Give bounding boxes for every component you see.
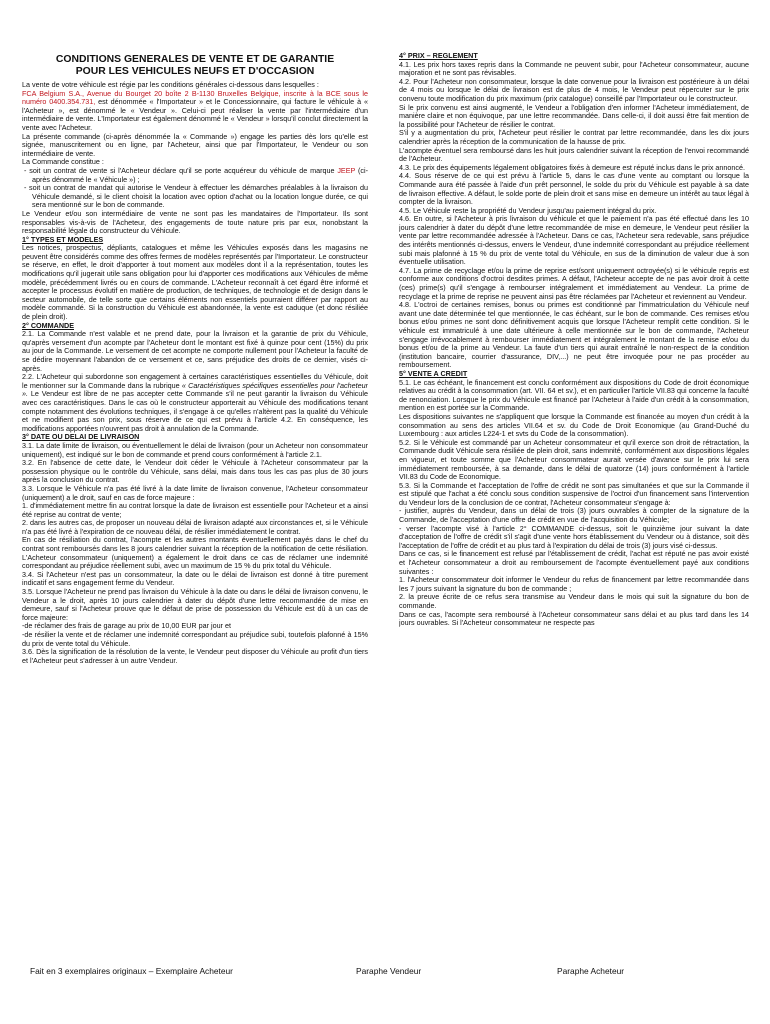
clause-2-2-italic: « Caractéristiques spécifiques essentielles pour l'acheteur ».: [22, 380, 368, 399]
constitue-label: La Commande constitue :: [22, 157, 104, 167]
document-title-line-1: CONDITIONS GENERALES DE VENTE ET DE GARANTIE: [55, 54, 335, 65]
intro-paragraph: La vente de votre véhicule est régie par les conditions générales ci-dessous dans lesquelles :: [22, 80, 319, 89]
clause-5-3-refus: Dans ce cas, si le financement est refusé par l'établissement de crédit, l'achat est réputé ne pas avoir existé et l'Acheteur consommateur a droit au remboursement de l'acompte éventuellement payé aux conditions suivantes :: [399, 549, 749, 576]
clause-5-3-item-2: 2. la preuve écrite de ce refus sera transmise au Vendeur dans le mois qui suit la signature du bon de commande.: [399, 592, 749, 610]
list-item-mandate-contract: - soit un contrat de mandat qui autorise le Vendeur à effectuer les démarches préalables à la livraison du Véhicule demandé, si le client choisit la location avec option d'achat ou la location longue durée, ce qui sera mentionné sur le bon de commande.: [24, 183, 368, 210]
clause-5-1: 5.1. Le cas échéant, le financement est conclu conformément aux dispositions du Code de droit économique relatives au crédit à la consommation (art. VII. 64 et sv.), et en particulier l'article VII.83 qui concerne la faculté de renonciation. Lorsque le prix du Véhicule est financé par l'Acheteur à l'aide d'un crédit à la consommation, mention en est portée sur la Commande.: [399, 377, 749, 413]
clause-5-3-item-1: 1. l'Acheteur consommateur doit informer le Vendeur du refus de financement par lettre recommandée dans les 7 jours suivant la signature du bon de commande ;: [399, 575, 749, 593]
brand-jeep: JEEP: [337, 165, 356, 175]
clause-2-2: [22, 373, 368, 433]
section-1-text: Les notices, prospectus, dépliants, catalogues et même les Véhicules exposés dans les magasins ne peuvent être considérés comme des offres fermes de modèles représentés par l'Importateur. Le constructeur se réserve, en effet, le droit d'apporter à tout moment aux modèles dont il a la représentation, toutes les modifications qu'il jugerait utile sans obligation pour lui d'apporter ces modifications aux Véhicules de même modèle, précédemment livrés ou en cours de commande. L'Acheteur reconnaît à cet égard être informé et accepter le processus évolutif en matière de production, de techniques, de technologie et de design dans le secteur automobile, de telle sorte que certains éléments non essentiels pourraient différer par rapport au modèle commandé. Si la construction du Véhicule est abandonnée, la vente est caduque (et donc résiliée de plein droit).: [22, 243, 368, 322]
clause-2-1: 2.1. La Commande n'est valable et ne prend date, pour la livraison et la garantie de prix du Véhicule, qu'après versement d'un acompte par l'Acheteur dont le montant est fixé à quinze pour cent (15%) du prix au jour de la Commande. Le versement de cet acompte ne comporte nullement pour l'Acheteur la faculté de se dédire moyennant l'abandon de ce versement et ce, sans préjudice des droits de ce dernier, visés ci-après.: [22, 329, 368, 373]
clause-4-4: 4.4. Sous réserve de ce qui est prévu à l'article 5, dans le cas d'une vente au comptant ou lorsque la Commande aura été passée à l'aide d'un prêt personnel, le solde du prix du Véhicule est payable à sa date de livraison effective. A défaut, le solde porte de plein droit et sans mise en demeure un intérêt au taux légal à compter de la livraison.: [399, 171, 749, 207]
clause-4-2-b: Si le prix convenu est ainsi augmenté, le Vendeur a l'obligation d'en informer l'Acheteur immédiatement, de manière claire et non équivoque, par une lettre recommandée. Dans celle-ci, il doit aussi être fait mention de la possibilité pour l'Acheteur de résilier le contrat.: [399, 102, 749, 129]
clause-5-3-remboursement: Dans ce cas, l'acompte sera remboursé à l'Acheteur consommateur sans délai et au plus tard dans les 14 jours ouvrables. Si l'Acheteur consommateur ne respecte pas: [399, 609, 749, 628]
clause-4-5: 4.5. Le Véhicule reste la propriété du Vendeur jusqu'au paiement intégral du prix.: [399, 205, 657, 215]
list-item-text: - soit un contrat de vente si l'Acheteur déclare qu'il se porte acquéreur du véhicule de marque: [24, 165, 338, 175]
list-item-text-end: (ci-après dénommé le « Véhicule ») ;: [32, 165, 368, 184]
fca-paragraph: [22, 90, 368, 133]
fca-paragraph-rest: est dénommée « l'Importateur » et le Concessionnaire, qui facture le véhicule à « l'Acheteur », est dénommé le « Vendeur ». Celui-ci peut réaliser la vente par l'intermédiaire d'un intermédiaire de vente. L'Importateur est également dénommé le « Vendeur » lorsqu'il conclut directement la vente avec l'Acheteur.: [22, 97, 368, 132]
clause-4-2-d: L'acompte éventuel sera remboursé dans les huit jours calendrier suivant la réception de l'envoi recommandé de l'Acheteur.: [399, 145, 749, 164]
clause-4-6: 4.6. En outre, si l'Acheteur à pris livraison du véhicule et que le paiement n'a pas été effectué dans les 10 jours calendrier à dater du dépôt d'une lettre recommandée de mise en demeure, le Vendeur peut résilier la vente par lettre recommandée adressée à l'Acheteur. Dans ce cas, l'Acheteur sera redevable, sans préjudice des intérêts mentionnés ci-dessus, envers le Vendeur, d'une indemnité correspondant au préjudice réellement subi mais plafonné à 15 % du prix de vente total du Véhicule, en sus de la diminution de valeur due à son éventuelle utilisation.: [399, 214, 749, 267]
list-item-sale-contract: [22, 167, 368, 184]
section-heading-vente-credit: 5° VENTE A CREDIT: [399, 368, 468, 378]
clause-3-5-item-a: -de réclamer des frais de garage au prix de 10,00 EUR par jour et: [22, 621, 231, 631]
clause-4-8: 4.8. L'octroi de certaines remises, bonus ou primes est conditionné par l'immatriculation du Véhicule neuf avant une date déterminée tel que mentionnée, le cas échéant, sur le bon de commande. Ces remises et/ou bonus et/ou primes ne sont donc définitivement acquis que lorsque l'Acheteur remplit cette condition. Si le véhicule est immatriculé à une date ultérieure à celle mentionnée sur le bon de commande, l'Acheteur s'engage irrévocablement à rembourser immédiatement et intégralement le montant de la remise et/ou du bonus et/ou de la prime au Vendeur. La faute d'un tiers qui aurait entraîné le non-respect de la condition (institution bancaire, courrier d'assurance, DIV,...) ne peut être invoquée pour ne pas procéder au remboursement.: [399, 300, 749, 370]
section-heading-livraison: 3° DATE OU DELAI DE LIVRAISON: [22, 432, 140, 442]
clause-3-2: 3.2. En l'absence de cette date, le Vendeur doit céder le Véhicule à l'Acheteur consommateur par la possession physique ou le contrôle du Véhicule, sans délai, mais dans tous les cas pas plus de 30 jours après la conclusion du contrat.: [22, 458, 368, 485]
clause-5-3-item-b: - verser l'acompte visé à l'article 2° COMMANDE ci-dessus, soit le quinzième jour suivant la date d'acceptation de l'offre de crédit s'il s'agit d'une vente hors établissement du Vendeur ou à distance, soit dès l'acceptation de l'offre de crédit et au plus tard à l'expiration du délai de trois (3) jours visé ci-dessus.: [399, 523, 749, 550]
fca-company-details: FCA Belgium S.A., Avenue du Bourget 20 boîte 2 B-1130 Bruxelles Belgique, inscrite à la BCE sous le numéro 0400.354.731,: [22, 88, 368, 107]
clause-2-2-text: 2.2. L'Acheteur qui subordonne son engagement à certaines caractéristiques essentielles du Véhicule, doit le mentionner sur la Commande dans la rubrique: [22, 372, 368, 390]
clause-2-2-text-end: Le Vendeur est libre de ne pas accepter cette Commande s'il ne peut garantir la livraison du Véhicule avec ces caractéristiques. Dans le cas où le constructeur apporterait au Véhicule des modifications tenant compte notamment des évolutions techniques, il s'engage à ce qu'elles n'altèrent pas la qualité du Véhicule et ne modifient pas son prix, sous réserve de ce qui est prévu à l'article 4.2. En conséquence, les modifications apportées n'ouvrent pas droit à annulation de la Commande.: [22, 389, 368, 433]
clause-5-3-item-a: - justifier, auprès du Vendeur, dans un délai de trois (3) jours ouvrables à compter de la signature de la Commande, de l'acceptation d'une offre de crédit en vue de l'acquisition du Véhicule;: [399, 506, 749, 525]
footer-paraphe-vendeur: Paraphe Vendeur: [356, 966, 422, 976]
clause-3-3-item-1: 1. d'immédiatement mettre fin au contrat lorsque la date de livraison est essentielle pour l'Acheteur et a ainsi été reprise au contrat de vente;: [22, 501, 368, 519]
right-column: [399, 52, 749, 957]
clause-4-2-c: S'il y a augmentation du prix, l'Acheteur peut résilier le contrat par lettre recommandée, dans les dix jours calendrier après la réception de la communication de la hausse de prix.: [399, 128, 749, 146]
clause-4-3: 4.3. Le prix des équipements légalement obligatoires fixés à demeure est réputé inclus dans le prix annoncé.: [399, 162, 746, 172]
footer-copy-note: Fait en 3 exemplaires originaux – Exemplaire Acheteur: [30, 966, 233, 976]
page-footer: [0, 966, 770, 980]
section-heading-types-modeles: 1° TYPES ET MODELES: [22, 234, 104, 244]
clause-5-3: 5.3. Si la Commande et l'acceptation de l'offre de crédit ne sont pas simultanées et que sur la Commande il est stipulé que l'achat a été conclu sous condition suspensive de l'octroi d'un financement sans l'intervention du Vendeur lors de la conclusion de ce contrat, l'Acheteur consommateur s'engage à:: [399, 480, 749, 507]
clause-4-1: 4.1. Les prix hors taxes repris dans la Commande ne peuvent subir, pour l'Acheteur consommateur, aucune majoration et ne sont pas révisables.: [399, 59, 749, 78]
section-heading-commande: 2° COMMANDE: [22, 320, 74, 330]
section-heading-prix: 4° PRIX – REGLEMENT: [399, 52, 478, 60]
clause-3-5: 3.5. Lorsque l'Acheteur ne prend pas livraison du Véhicule à la date ou dans le délai de livraison convenu, le Vendeur a le droit, après 10 jours calendrier à dater du dépôt d'une lettre recommandée de mise en demeure, sauf si l'Acheteur prouve que le défaut de prise de possession du Véhicule est dû à un cas de force majeure:: [22, 587, 368, 622]
clause-3-4: 3.4. Si l'Acheteur n'est pas un consommateur, la date ou le délai de livraison est donné à titre purement indicatif et sans engagement ferme du Vendeur.: [22, 569, 368, 588]
clause-4-2: 4.2. Pour l'Acheteur non consommateur, lorsque la date convenue pour la livraison est postérieure à un délai de 4 mois ou lorsque le délai de livraison est de plus de 4 mois, le Vendeur peut répercuter sur le prix convenu toute modification du prix maximum (prix catalogue) conseillé par l'Importateur ou le constructeur.: [399, 76, 749, 103]
clause-3-3: 3.3. Lorsque le Véhicule n'a pas été livré à la date limite de livraison convenue, l'Acheteur consommateur (uniquement) a le droit, sauf en cas de force majeure :: [22, 483, 368, 502]
clause-3-3-resiliation: En cas de résiliation du contrat, l'acompte et les autres montants éventuellement payés dans le chef du contrat sont remboursés dans les 8 jours calendrier suivant la réception de la notification de cette résiliation. L'Acheteur consommateur (uniquement) a également le droit dans ce cas de réclamer une indemnité correspondant au préjudice réellement subi, avec un maximum de 15 % du prix total du Véhicule.: [22, 535, 368, 571]
clause-3-5-item-b: -de résilier la vente et de réclamer une indemnité correspondant au préjudice subi, toutefois plafonné à 15% du prix de vente total du Véhicule.: [22, 630, 368, 648]
mandataires-paragraph: Le Vendeur et/ou son intermédiaire de vente ne sont pas les mandataires de l'Importateur. Ils sont responsables vis-à-vis de l'Acheteur, des engagements de toute nature pris par eux, nonobstant la responsabilité légale du constructeur du Véhicule.: [22, 208, 368, 236]
clause-5-1-b: Les dispositions suivantes ne s'appliquent que lorsque la Commande est financée au moyen d'un crédit à la consommation au sens des articles VII.64 et sv. du Code de Droit Economique (au Grand-Duché du Luxembourg : aux articles L224-1 et svts du Code de la consommation).: [399, 411, 749, 439]
document-title-line-2: POUR LES VEHICULES NEUFS ET D'OCCASION: [75, 66, 315, 77]
clause-5-2: 5.2. Si le Véhicule est commandé par un Acheteur consommateur et qu'il exerce son droit de rétractation, la Commande dudit Véhicule sera résiliée de plein droit, sans indemnité, conformément aux dispositions légales en vigueur, et toute somme que l'Acheteur consommateur aurait versée d'avance sur le prix lui sera immédiatement remboursée, à sa demande, dans le délai de quatorze (14) jours conformément à l'article VII.83 du Code de Economique.: [399, 437, 749, 482]
clause-3-6: 3.6. Dès la signification de la résolution de la vente, le Vendeur peut disposer du Véhicule au profit d'un tiers et l'Acheteur peut s'adresser à un autre Vendeur.: [22, 647, 368, 665]
left-column: [22, 54, 368, 949]
clause-3-1: 3.1. La date limite de livraison, ou éventuellement le délai de livraison (pour un Acheteur non consommateur uniquement), est indiqué sur le bon de commande et prend cours conformément à l'article 2.1.: [22, 440, 368, 459]
clause-3-3-item-2: 2. dans les autres cas, de proposer un nouveau délai de livraison adapté aux circonstances et, si le Véhicule n'a pas été livré à l'expiration de ce nouveau délai, de résilier immédiatement le contrat.: [22, 518, 368, 536]
clause-4-7: 4.7. La prime de recyclage et/ou la prime de reprise est/sont uniquement octroyée(s) si le véhicule repris est conforme aux conditions d'octroi desdites primes. A défaut, l'Acheteur accepte de ne pas avoir droit à cette (ces) prime(s) qu'il s'engage à rembourser intégralement et immédiatement au Vendeur. La prime de recyclage et la prime de reprise ne peuvent ainsi pas être réclamées par l'Acheteur et reviennent au Vendeur.: [399, 265, 749, 301]
commande-paragraph: La présente commande (ci-après dénommée la « Commande ») engage les parties dès lors qu'elle est signée, manuscritement ou en ligne, par l'Acheteur, ainsi que par l'Importateur, le Vendeur ou son intermédiaire de vente.: [22, 131, 368, 158]
footer-paraphe-acheteur: Paraphe Acheteur: [557, 966, 625, 976]
